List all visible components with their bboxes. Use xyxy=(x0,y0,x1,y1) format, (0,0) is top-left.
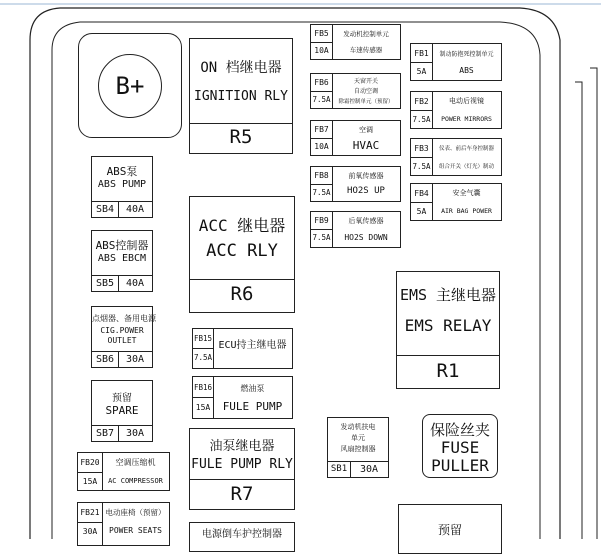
relay-r7-id: R7 xyxy=(230,483,254,505)
fuse-fb7-id: FB7 xyxy=(314,125,329,134)
fuse-fb7-amp: 10A xyxy=(314,142,329,151)
fuse-fb3-amp: 7.5A xyxy=(412,161,431,171)
fuse-fb21 xyxy=(77,502,170,546)
fuse-puller xyxy=(422,414,498,478)
fuse-sb1 xyxy=(327,417,389,478)
fuse-sb7-cn: 预留 xyxy=(112,393,132,404)
fuse-fb1-cn: 制动防抱死控制单元 xyxy=(439,50,494,58)
fuse-sb6 xyxy=(91,306,156,368)
fuse-fb21-id: FB21 xyxy=(80,508,100,517)
relay-r1-cn: EMS 主继电器 xyxy=(399,286,497,304)
fuse-fb15-amp: 7.5A xyxy=(193,353,213,362)
fuse-fb9-amp: 7.5A xyxy=(312,233,331,242)
fuse-sb5 xyxy=(91,230,153,292)
fuse-fb6-cn2: 自动空调 xyxy=(353,87,378,95)
bplus-label: B+ xyxy=(98,54,162,118)
relay-r6-cn: ACC 继电器 xyxy=(198,216,286,235)
fuse-fb4-amp: 5A xyxy=(416,206,427,216)
fuse-fb1 xyxy=(410,43,502,81)
fuse-sb1-cn2: 单元 xyxy=(351,434,365,442)
fuse-fb6-id: FB6 xyxy=(314,78,329,87)
fuse-fb21-en: POWER SEATS xyxy=(109,525,162,535)
fuse-fb21-amp: 30A xyxy=(82,526,98,536)
fuse-sb6-cn: 点烟器、备用电源 xyxy=(92,314,156,323)
fuse-sb5-en: ABS EBCM xyxy=(97,253,147,264)
fuse-sb5-amp: 40A xyxy=(125,277,145,289)
relay-r7-en: FULE PUMP RLY xyxy=(191,457,293,472)
fuse-fb6-cn3: 除霜控制单元（预留） xyxy=(338,98,394,105)
relay-r7 xyxy=(189,428,295,510)
relay-r6-id: R6 xyxy=(230,283,254,305)
fuse-fb8-en: HO2S UP xyxy=(347,186,385,196)
fuse-fb4-cn: 安全气囊 xyxy=(452,189,481,197)
fuse-fb7-cn: 空调 xyxy=(359,125,373,134)
relay-r5-en: IGNITION RLY xyxy=(194,89,288,104)
fuse-fb20-cn: 空调压缩机 xyxy=(115,458,156,467)
fuse-fb3 xyxy=(410,138,502,176)
fuse-sb6-id: SB6 xyxy=(95,353,115,365)
reserved-slot xyxy=(398,504,502,554)
bottom-partial-label: 电源倒车护控制器 xyxy=(202,529,282,540)
fuse-sb1-cn: 发动机扶电 xyxy=(340,423,376,431)
fuse-sb7-en: SPARE xyxy=(105,404,139,417)
fuse-fb5-id: FB5 xyxy=(314,29,329,38)
fuse-sb6-en2: OUTLET xyxy=(107,336,137,345)
fuse-fb16-cn: 燃油泵 xyxy=(240,383,265,393)
fuse-fb4-id: FB4 xyxy=(414,188,429,198)
fuse-fb2-amp: 7.5A xyxy=(412,114,431,124)
fuse-fb2-id: FB2 xyxy=(414,96,429,106)
fuse-fb7 xyxy=(310,120,401,156)
reserved-label: 预留 xyxy=(437,523,462,537)
fuse-fb9-cn: 后氧传感器 xyxy=(348,216,384,225)
fuse-fb6-amp: 7.5A xyxy=(312,95,331,104)
fuse-sb1-id: SB1 xyxy=(330,464,348,474)
fuse-sb6-en: CIG.POWER xyxy=(100,326,144,335)
fuse-sb5-cn: ABS控制器 xyxy=(95,239,149,252)
fuse-fb21-cn: 电动座椅（预留） xyxy=(105,508,166,517)
relay-r5 xyxy=(189,38,293,154)
relay-r5-cn: ON 档继电器 xyxy=(200,60,282,76)
fuse-sb7-amp: 30A xyxy=(125,427,145,439)
fuse-sb7-id: SB7 xyxy=(95,427,115,439)
fuse-fb5 xyxy=(310,24,401,60)
fuse-fb8-cn: 前氧传感器 xyxy=(348,171,384,180)
fuse-fb8 xyxy=(310,166,401,202)
fuse-sb4-en: ABS PUMP xyxy=(97,179,147,190)
fuse-fb7-en: HVAC xyxy=(352,138,380,152)
fuse-sb4 xyxy=(91,156,153,218)
fuse-sb7 xyxy=(91,380,153,442)
fuse-fb2-cn: 电动后视镜 xyxy=(449,97,484,105)
fuse-fb1-id: FB1 xyxy=(414,48,429,58)
fuse-fb16-id: FB16 xyxy=(193,382,213,392)
bplus-terminal xyxy=(78,33,182,138)
fuse-fb5-cn: 发动机控制单元 xyxy=(343,29,389,38)
fuse-fb2 xyxy=(410,91,502,129)
fuse-fb16-amp: 15A xyxy=(195,402,211,412)
fuse-fb20 xyxy=(77,452,170,491)
fuse-fb3-cn2: 组合开关（灯光）制动 xyxy=(438,163,494,170)
relay-r1 xyxy=(396,271,500,389)
fuse-sb4-cn: ABS泵 xyxy=(106,165,138,178)
fuse-sb5-id: SB5 xyxy=(95,277,115,289)
fuse-fb16-en: FULE PUMP xyxy=(222,399,283,413)
relay-r6-en: ACC RLY xyxy=(206,241,278,261)
relay-r1-id: R1 xyxy=(436,360,460,382)
fuse-fb20-id: FB20 xyxy=(80,458,100,467)
fuse-fb15-id: FB15 xyxy=(193,334,213,343)
fuse-fb5-amp: 10A xyxy=(314,46,329,55)
fuse-fb9-en: HO2S DOWN xyxy=(344,232,388,242)
fuse-puller-en: FUSE xyxy=(440,438,480,457)
fuse-puller-en2: PULLER xyxy=(431,456,489,475)
fuse-fb6-cn: 天窗开关 xyxy=(353,77,378,85)
relay-r6 xyxy=(189,196,295,313)
fuse-fb9 xyxy=(310,211,401,248)
relay-r7-cn: 油泵继电器 xyxy=(209,439,275,454)
fuse-puller-cn: 保险丝夹 xyxy=(429,421,490,439)
fuse-fb16 xyxy=(192,376,293,419)
fuse-fb9-id: FB9 xyxy=(314,216,329,225)
fuse-fb1-en: ABS xyxy=(459,66,474,75)
fuse-sb1-cn3: 风扇控制器 xyxy=(340,445,376,453)
bottom-partial-component xyxy=(189,522,295,552)
fuse-sb6-amp: 30A xyxy=(125,353,145,365)
fuse-fb5-cn2: 车速传感器 xyxy=(349,45,383,54)
fuse-fb6 xyxy=(310,73,401,109)
fuse-fb4 xyxy=(410,183,502,221)
fuse-sb4-amp: 40A xyxy=(125,203,145,215)
fuse-fb4-en: AIR BAG POWER xyxy=(441,206,492,215)
fuse-fb8-id: FB8 xyxy=(314,171,329,180)
fuse-sb1-amp: 30A xyxy=(359,463,379,475)
relay-r1-en: EMS RELAY xyxy=(404,316,492,335)
fuse-fb8-amp: 7.5A xyxy=(312,188,331,197)
fuse-fb20-amp: 15A xyxy=(82,476,98,486)
fuse-sb4-id: SB4 xyxy=(95,203,115,215)
fuse-fb3-cn: 仪表、前后车身控制器 xyxy=(438,146,494,152)
relay-r5-id: R5 xyxy=(229,126,253,148)
fuse-fb20-en: AC COMPRESSOR xyxy=(108,477,163,485)
fuse-fb15 xyxy=(192,328,293,369)
fuse-fb1-amp: 5A xyxy=(416,66,427,76)
fuse-fb2-en: POWER MIRRORS xyxy=(441,114,492,123)
fuse-fb15-cn: ECU持主继电器 xyxy=(218,339,287,351)
fuse-fb3-id: FB3 xyxy=(414,143,429,153)
